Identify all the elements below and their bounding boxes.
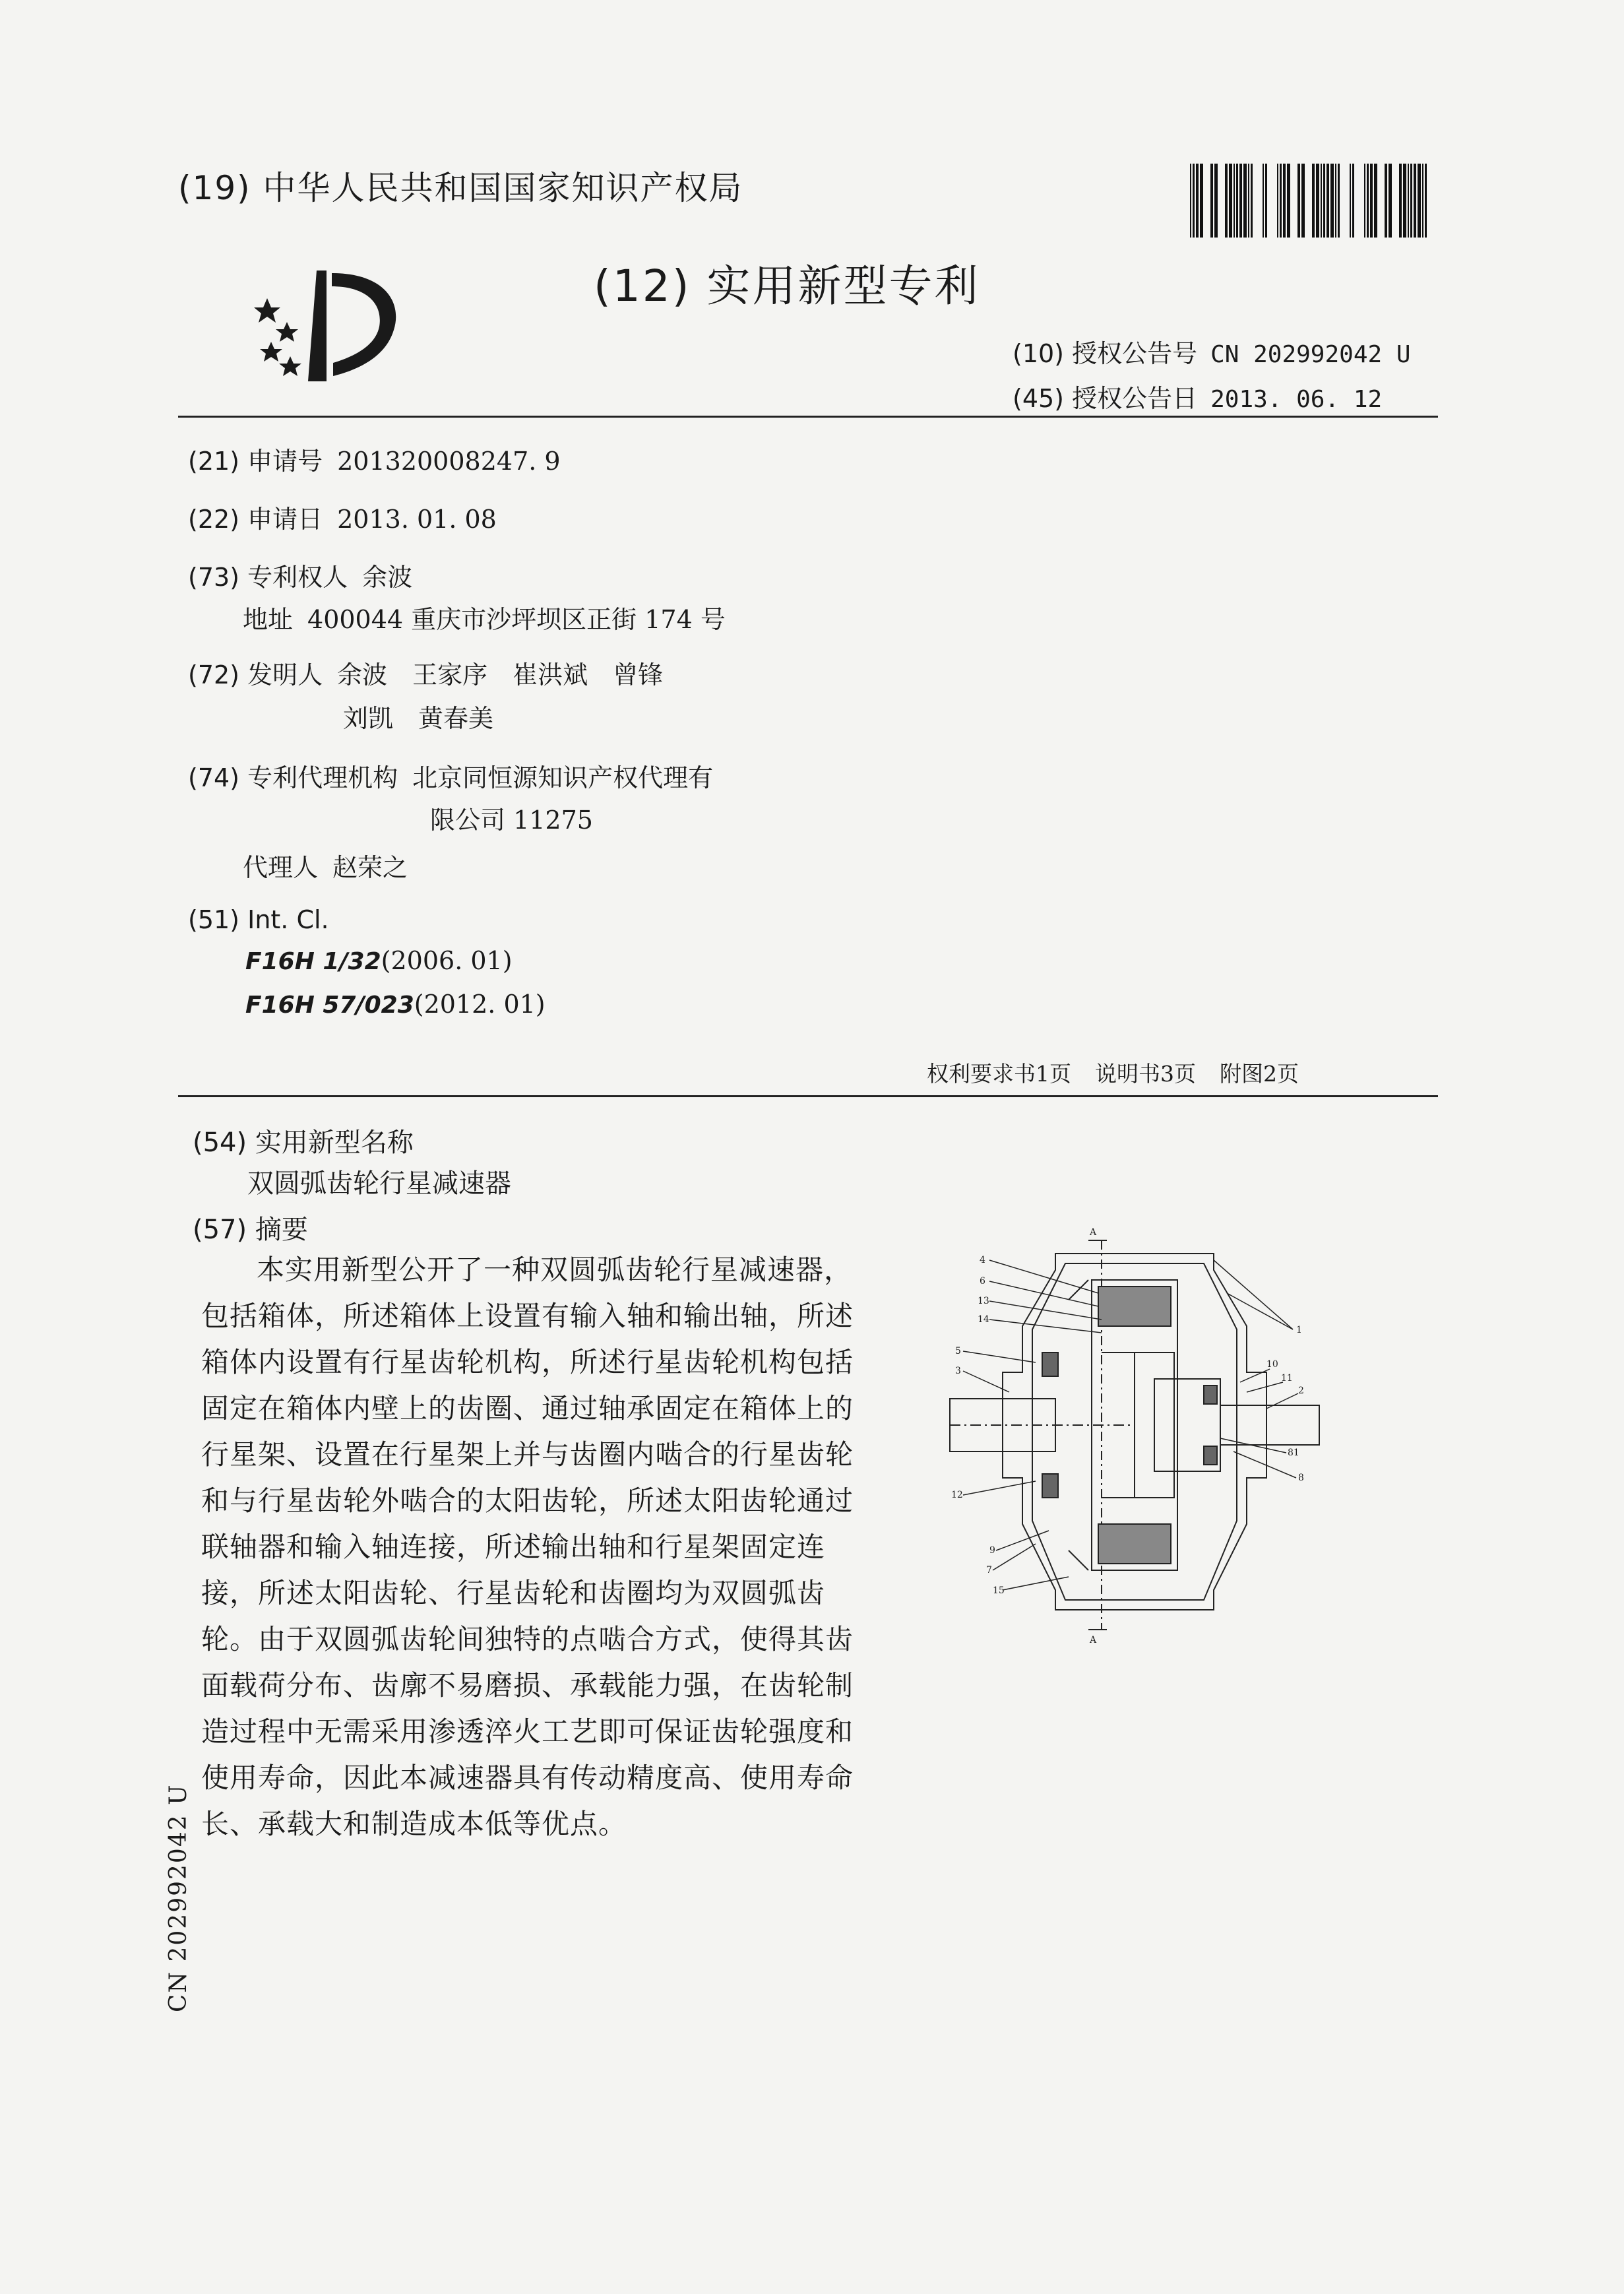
description-pages: 说明书3页: [1095, 1061, 1196, 1087]
publication-number: CN 202992042 U: [1210, 341, 1411, 368]
inid-code: (72): [188, 660, 240, 689]
part-label: 6: [980, 1276, 985, 1287]
representative-drawing: [937, 1221, 1346, 1656]
publication-date-row: [1013, 378, 1382, 414]
inid-code: (74): [188, 763, 240, 792]
header-divider: [178, 416, 1438, 418]
int-cl-entry: [245, 946, 513, 975]
inid-code: (51): [188, 905, 240, 934]
application-number: 201320008247. 9: [337, 447, 561, 476]
document-type: (12) 实用新型专利: [594, 261, 980, 311]
part-label: 8: [1298, 1473, 1304, 1483]
inid-code: (21): [188, 447, 240, 476]
utility-model-title: 双圆弧齿轮行星减速器: [247, 1168, 511, 1199]
side-publication-number: CN 202992042 U: [165, 1783, 192, 2012]
field-label: Int. Cl.: [247, 905, 329, 934]
agent-row: [243, 847, 408, 883]
part-label: 2: [1298, 1386, 1304, 1396]
ipc-class: F16H 57/023: [245, 992, 414, 1019]
section-label: 实用新型名称: [255, 1128, 414, 1158]
agency-row: [188, 757, 713, 794]
int-cl-entry: [245, 990, 546, 1019]
publication-number-label: (10) 授权公告号: [1013, 339, 1198, 368]
part-label: 4: [980, 1255, 985, 1265]
issuing-office: (19) 中华人民共和国国家知识产权局: [178, 169, 743, 207]
section-mark-bottom: A: [1090, 1635, 1097, 1645]
patentee-row: [188, 557, 412, 593]
field-label: 申请日: [247, 505, 323, 534]
agency-name: 北京同恒源知识产权代理有: [412, 763, 714, 792]
field-label: 地址: [243, 605, 294, 634]
field-label: 申请号: [247, 447, 323, 476]
address-row: [243, 599, 726, 635]
part-label: 3: [955, 1366, 961, 1376]
part-label: 13: [978, 1296, 989, 1306]
title-heading: [193, 1122, 414, 1159]
section-label: 摘要: [255, 1215, 308, 1245]
inid-code: (22): [188, 505, 240, 534]
publication-date: 2013. 06. 12: [1210, 386, 1383, 413]
field-label: 发明人: [247, 660, 323, 689]
patentee-name: 余波: [362, 563, 413, 592]
agency-row-2: 限公司 11275: [430, 806, 593, 835]
publication-date-label: (45) 授权公告日: [1013, 384, 1198, 413]
part-label: 10: [1266, 1359, 1278, 1370]
ipc-version: (2006. 01): [381, 946, 513, 975]
inid-code: (54): [193, 1128, 247, 1158]
field-label: 代理人: [243, 853, 319, 882]
abstract-heading: [193, 1209, 308, 1246]
field-label: 专利代理机构: [247, 763, 398, 792]
inventors-row: [188, 654, 663, 691]
part-label: 15: [993, 1585, 1005, 1596]
cnipa-logo: [254, 264, 406, 383]
abstract-text: 本实用新型公开了一种双圆弧齿轮行星减速器，包括箱体，所述箱体上设置有输入轴和输出轴，所述箱体内设置有行星齿轮机构，所述行星齿轮机构包括固定在箱体内壁上的齿圈、通过轴承固定在箱体上的行星架、设置在行星架上并与齿圈内啮合的行星齿轮和与行星齿轮外啮合的太阳齿轮，所述太阳齿轮通过联轴器和输入轴连接，所述输出轴和行星架固定连接，所述太阳齿轮、行星齿轮和齿圈均为双圆弧齿轮。由于双圆弧齿轮间独特的点啮合方式，使得其齿面载荷分布、齿廓不易磨损、承载能力强，在齿轮制造过程中无需采用渗透淬火工艺即可保证齿轮强度和使用寿命，因此本减速器具有传动精度高、使用寿命长、承载大和制造成本低等优点。: [201, 1254, 854, 1840]
part-label: 14: [978, 1314, 989, 1325]
part-label: 9: [989, 1545, 995, 1556]
biblio-divider: [178, 1095, 1438, 1097]
field-label: 专利权人: [247, 563, 348, 592]
part-label: 1: [1296, 1325, 1302, 1335]
barcode: [1187, 164, 1430, 238]
filing-date-row: [188, 499, 497, 535]
inventors-row-2: 刘凯 黄春美: [343, 704, 494, 733]
ipc-version: (2012. 01): [414, 990, 546, 1019]
inventor-names: 余波 王家序 崔洪斌 曾锋: [337, 660, 664, 689]
part-label: 11: [1281, 1373, 1293, 1384]
section-mark-top: A: [1090, 1227, 1097, 1238]
inid-code: (57): [193, 1215, 247, 1245]
publication-number-row: [1013, 333, 1411, 369]
claims-pages: 权利要求书1页: [927, 1061, 1071, 1087]
patentee-address: 400044 重庆市沙坪坝区正街 174 号: [307, 605, 726, 634]
filing-date: 2013. 01. 08: [337, 505, 497, 534]
agent-name: 赵荣之: [332, 853, 408, 882]
int-cl-row: [188, 905, 329, 934]
part-label: 12: [951, 1490, 963, 1500]
inid-code: (73): [188, 563, 240, 592]
application-number-row: [188, 441, 561, 477]
drawings-pages: 附图2页: [1220, 1061, 1299, 1087]
part-label: 7: [986, 1565, 992, 1576]
part-label: 81: [1288, 1448, 1299, 1458]
page-count-summary: [927, 1057, 1323, 1088]
ipc-class: F16H 1/32: [245, 948, 381, 975]
part-label: 5: [955, 1346, 961, 1356]
